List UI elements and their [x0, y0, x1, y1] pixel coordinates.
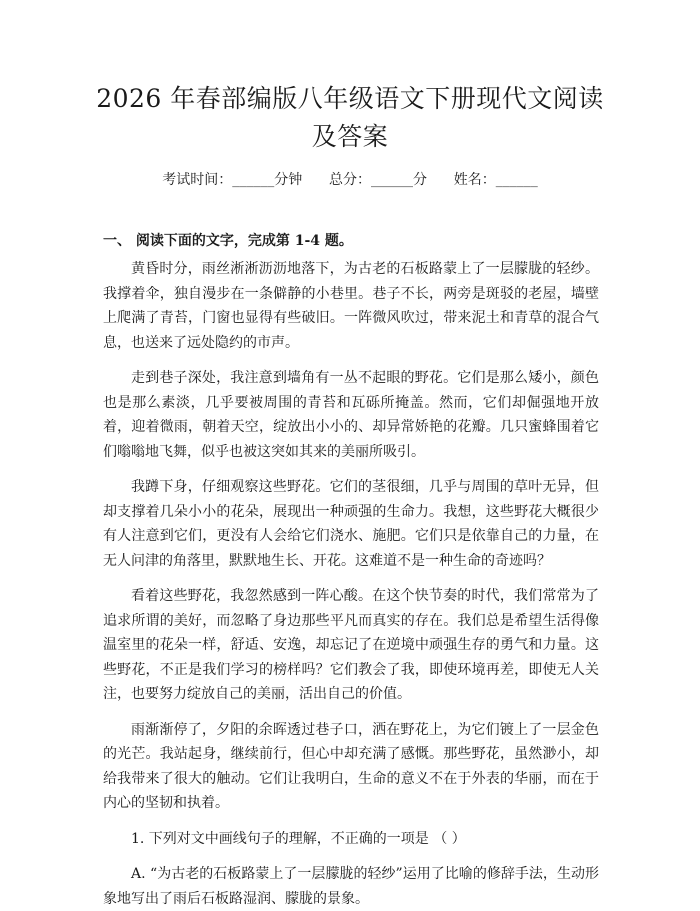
- document-title: 2026 年春部编版八年级语文下册现代文阅读及答案: [96, 84, 604, 151]
- passage-paragraph: 黄昏时分，雨丝淅淅沥沥地落下，为古老的石板路蒙上了一层朦胧的轻纱。我撑着伞，独自漫步在一条僻静的小巷里。巷子不长，两旁是斑驳的老屋，墙壁上爬满了青苔，门窗也显得有些破旧。一阵微风吹过，带来泥土和青草的混合气息，也送来了远处隐约的市声。: [103, 261, 599, 351]
- passage-paragraph: 看着这些野花，我忽然感到一阵心酸。在这个快节奏的时代，我们常常为了追求所谓的美好，而忽略了身边那些平凡而真实的存在。我们总是希望生活得像温室里的花朵一样，舒适、安逸，却忘记了在逆境中顽强生存的勇气和力量。这些野花，不正是我们学习的榜样吗？它们教会了我，即使环境再差，即使无人关注，也要努力绽放自己的美丽，活出自己的价值。: [103, 588, 599, 702]
- passage-paragraph: 雨渐渐停了，夕阳的余晖透过巷子口，洒在野花上，为它们镀上了一层金色的光芒。我站起身，继续前行，但心中却充满了感慨。那些野花，虽然渺小，却给我带来了很大的触动。它们让我明白，生命的意义不在于外表的华丽，而在于内心的坚韧和执着。: [103, 721, 599, 811]
- option-a: A. “为古老的石板路蒙上了一层朦胧的轻纱”运用了比喻的修辞手法，生动形象地写出了雨后石板路湿润、朦胧的景象。: [103, 866, 599, 907]
- exam-info-line: 考试时间：______分钟 总分：______分 姓名：______: [162, 172, 538, 188]
- passage-paragraph: 我蹲下身，仔细观察这些野花。它们的茎很细，几乎与周围的草叶无异，但却支撑着几朵小小的花朵，展现出一种顽强的生命力。我想，这些野花大概很少有人注意到它们，更没有人会给它们浇水、施肥。它们只是依靠自己的力量，在无人问津的角落里，默默地生长、开花。这难道不是一种生命的奇迹吗？: [103, 479, 599, 569]
- passage-paragraph: 走到巷子深处，我注意到墙角有一丛不起眼的野花。它们是那么矮小，颜色也是那么素淡，几乎要被周围的青苔和瓦砾所掩盖。然而，它们却倔强地开放着，迎着微雨，朝着天空，绽放出小小的、却异常娇艳的花瓣。几只蜜蜂围着它们嗡嗡地飞舞，似乎也被这突如其来的美丽所吸引。: [103, 370, 599, 460]
- section-heading: 一、 阅读下面的文字，完成第 1-4 题。: [103, 233, 353, 249]
- reading-passage: [103, 257, 599, 911]
- question-1: 1. 下列对文中画线句子的理解，不正确的一项是 （ ）: [131, 830, 466, 847]
